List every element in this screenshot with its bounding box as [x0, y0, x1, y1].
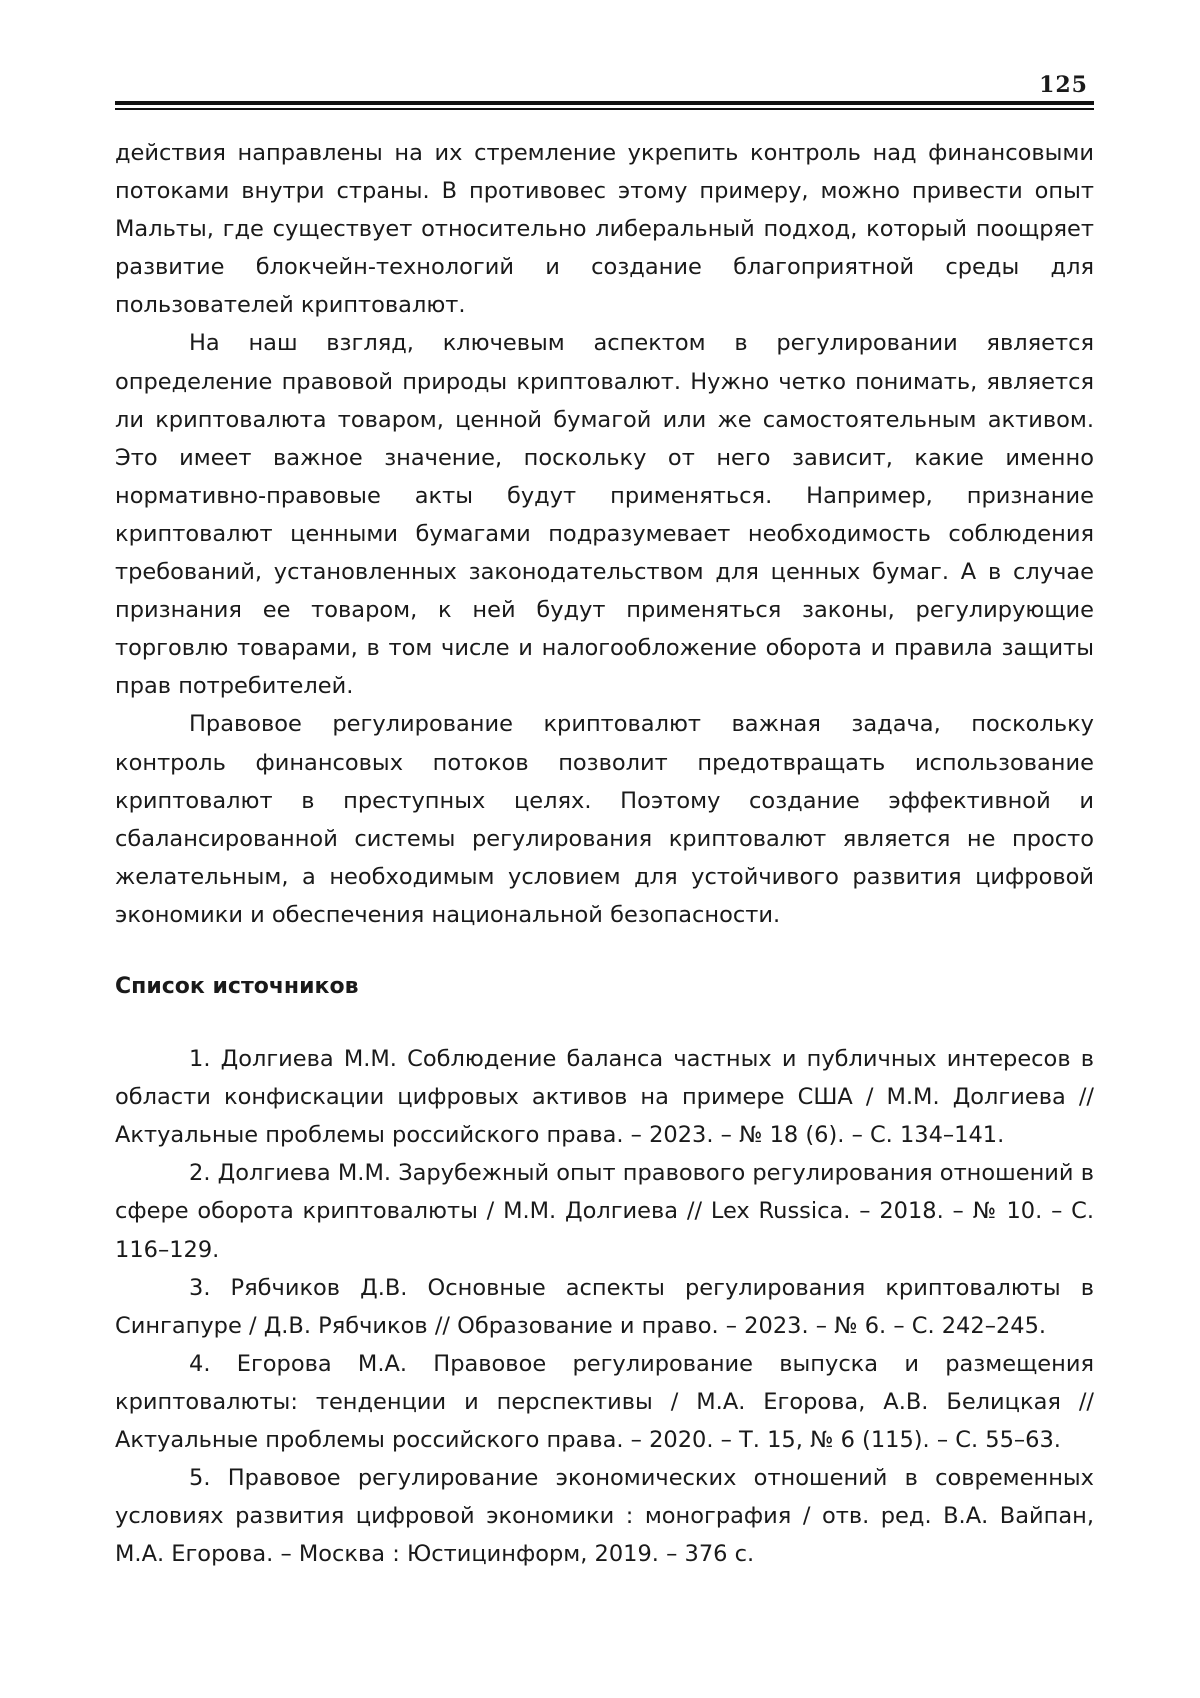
body-paragraph-continued: действия направлены на их стремление укрепить контроль над финансовыми потоками внутри страны. В противовес этому примеру, можно привести опыт Мальты, где существует относительно либеральный подход, который поощряет развитие блокчейн-технологий и создание благоприятной среды для пользователей криптовалют. [115, 140, 1094, 319]
body-paragraph: Правовое регулирование криптовалют важная задача, поскольку контроль финансовых потоков позволит предотвращать использование криптовалют в преступных целях. Поэтому создание эффективной и сбалансированной системы регулирования криптовалют является не просто желательным, а необходимым условием для устойчивого развития цифровой экономики и обеспечения национальной безопасности. [115, 711, 1094, 928]
page-content [115, 134, 1094, 1573]
header-rule-thin [115, 108, 1094, 110]
reference-item: 4. Егорова М.А. Правовое регулирование выпуска и размещения криптовалюты: тенденции и перспективы / М.А. Егорова, А.В. Белицкая // Актуальные проблемы российского права. – 2020. – Т. 15, № 6 (115). – С. 55–63. [115, 1350, 1094, 1453]
references-list [115, 1040, 1094, 1573]
body-paragraph: На наш взгляд, ключевым аспектом в регулировании является определение правовой природы криптовалют. Нужно четко понимать, является ли криптовалюта товаром, ценной бумагой или же самостоятельным активом. Это имеет важное значение, поскольку от него зависит, какие именно нормативно-правовые акты будут применяться. Например, признание криптовалют ценными бумагами подразумевает необходимость соблюдения требований, установленных законодательством для ценных бумаг. А в случае признания ее товаром, к ней будут применяться законы, регулирующие торговлю товарами, в том числе и налогообложение оборота и правила защиты прав потребителей. [115, 330, 1094, 700]
reference-item: 1. Долгиева М.М. Соблюдение баланса частных и публичных интересов в области конфискации цифровых активов на примере США / М.М. Долгиева // Актуальные проблемы российского права. – 2023. – № 18 (6). – С. 134–141. [115, 1046, 1094, 1149]
header-rule-thick [115, 101, 1094, 105]
page-number: 125 [1039, 72, 1088, 98]
reference-item: 5. Правовое регулирование экономических отношений в современных условиях развития цифровой экономики : монография / отв. ред. В.А. Вайпан, М.А. Егорова. – Москва : Юстицинформ, 2019. – 376 с. [115, 1465, 1094, 1568]
reference-item: 3. Рябчиков Д.В. Основные аспекты регулирования криптовалюты в Сингапуре / Д.В. Рябчиков // Образование и право. – 2023. – № 6. – С. 242–245. [115, 1274, 1094, 1339]
reference-item: 2. Долгиева М.М. Зарубежный опыт правового регулирования отношений в сфере оборота криптовалюты / М.М. Долгиева // Lex Russica. – 2018. – № 10. – С. 116–129. [115, 1160, 1094, 1263]
references-heading: Список источников [115, 973, 359, 999]
